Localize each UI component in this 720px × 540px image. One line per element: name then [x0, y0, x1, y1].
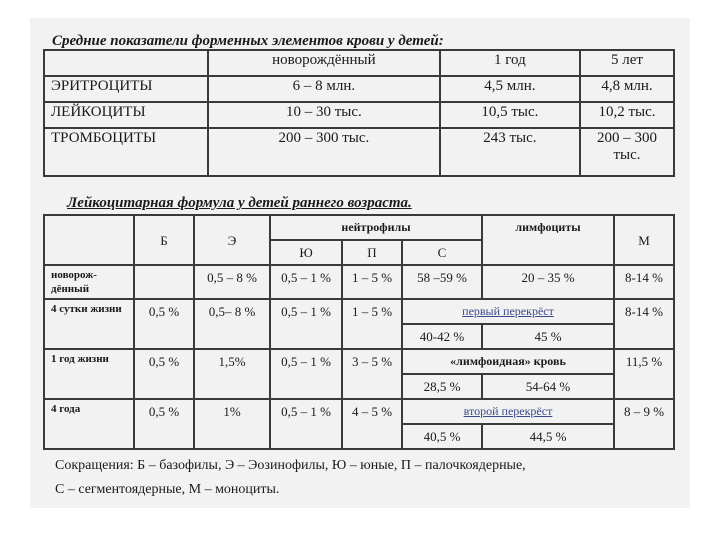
table-row: [44, 76, 674, 102]
table-cell: 11,5 %: [614, 349, 674, 399]
table-cell: 243 тыс.: [440, 128, 580, 176]
table2-title: Лейкоцитарная формула у детей раннего возраста.: [67, 195, 412, 211]
table-cell: 200 – 300 тыс.: [208, 128, 440, 176]
table-cell: 10 – 30 тыс.: [208, 102, 440, 128]
table-cell: 0,5 %: [134, 399, 194, 449]
crossover-label: первый перекрёст: [402, 299, 614, 324]
table-cell: 8 – 9 %: [614, 399, 674, 449]
table-cell: 1,5%: [194, 349, 270, 399]
row-label: ЛЕЙКОЦИТЫ: [44, 102, 208, 128]
table-cell: 44,5 %: [482, 424, 614, 449]
table-cell: 8-14 %: [614, 265, 674, 299]
table1-title: Средние показатели форменных элементов крови у детей:: [52, 33, 444, 49]
table-cell: 0,5– 8 %: [194, 299, 270, 349]
table-cell: 1%: [194, 399, 270, 449]
row-label: 1 год жизни: [44, 349, 134, 399]
table-row: [44, 128, 674, 176]
table-row: [44, 349, 674, 374]
table-cell: 1 – 5 %: [342, 265, 402, 299]
table-row: [44, 50, 674, 76]
header-cell: лимфоциты: [482, 215, 614, 265]
table-row: [44, 265, 674, 299]
table-cell: 0,5 – 8 %: [194, 265, 270, 299]
table-cell: 1 – 5 %: [342, 299, 402, 349]
leukocyte-formula-table: [43, 214, 675, 450]
table-row: [44, 399, 674, 424]
table-row: [44, 299, 674, 324]
header-cell: 5 лет: [580, 50, 674, 76]
table-cell: 200 – 300 тыс.: [580, 128, 674, 176]
header-cell: 1 год: [440, 50, 580, 76]
row-label: ТРОМБОЦИТЫ: [44, 128, 208, 176]
table-cell: 0,5 – 1 %: [270, 399, 342, 449]
table-cell: 6 – 8 млн.: [208, 76, 440, 102]
table-row: [44, 102, 674, 128]
table-cell: 0,5 %: [134, 299, 194, 349]
table-cell: 45 %: [482, 324, 614, 349]
table-cell: 10,2 тыс.: [580, 102, 674, 128]
table-cell: 4,8 млн.: [580, 76, 674, 102]
header-cell: новорождённый: [208, 50, 440, 76]
lymphoid-blood-label: «лимфоидная» кровь: [402, 349, 614, 374]
table-cell: 54-64 %: [482, 374, 614, 399]
row-label: 4 сутки жизни: [44, 299, 134, 349]
header-cell: М: [614, 215, 674, 265]
table-cell: 0,5 – 1 %: [270, 299, 342, 349]
table-cell: 3 – 5 %: [342, 349, 402, 399]
table-cell: [134, 265, 194, 299]
row-label: ЭРИТРОЦИТЫ: [44, 76, 208, 102]
header-cell: С: [402, 240, 482, 265]
table-row: [44, 215, 674, 240]
table-cell: 4,5 млн.: [440, 76, 580, 102]
table-cell: 28,5 %: [402, 374, 482, 399]
abbreviations-line: Сокращения: Б – базофилы, Э – Эозинофилы, Ю – юные, П – палочкоядерные,: [55, 458, 526, 473]
header-cell: [44, 215, 134, 265]
crossover-label: второй перекрёст: [402, 399, 614, 424]
header-cell: Б: [134, 215, 194, 265]
row-label: новорож-дённый: [44, 265, 134, 299]
header-cell: Ю: [270, 240, 342, 265]
table-cell: 0,5 – 1 %: [270, 265, 342, 299]
header-cell: нейтрофилы: [270, 215, 482, 240]
table-cell: 40-42 %: [402, 324, 482, 349]
blood-cells-table: [43, 49, 675, 177]
table-cell: 4 – 5 %: [342, 399, 402, 449]
table-cell: 8-14 %: [614, 299, 674, 349]
table-cell: 0,5 %: [134, 349, 194, 399]
table-cell: 10,5 тыс.: [440, 102, 580, 128]
abbreviations-note: [55, 454, 665, 502]
table-cell: 20 – 35 %: [482, 265, 614, 299]
header-cell: [44, 50, 208, 76]
header-cell: Э: [194, 215, 270, 265]
row-label: 4 года: [44, 399, 134, 449]
abbreviations-line: С – сегментоядерные, М – моноциты.: [55, 482, 280, 497]
table-cell: 58 –59 %: [402, 265, 482, 299]
table-cell: 0,5 – 1 %: [270, 349, 342, 399]
table-cell: 40,5 %: [402, 424, 482, 449]
header-cell: П: [342, 240, 402, 265]
